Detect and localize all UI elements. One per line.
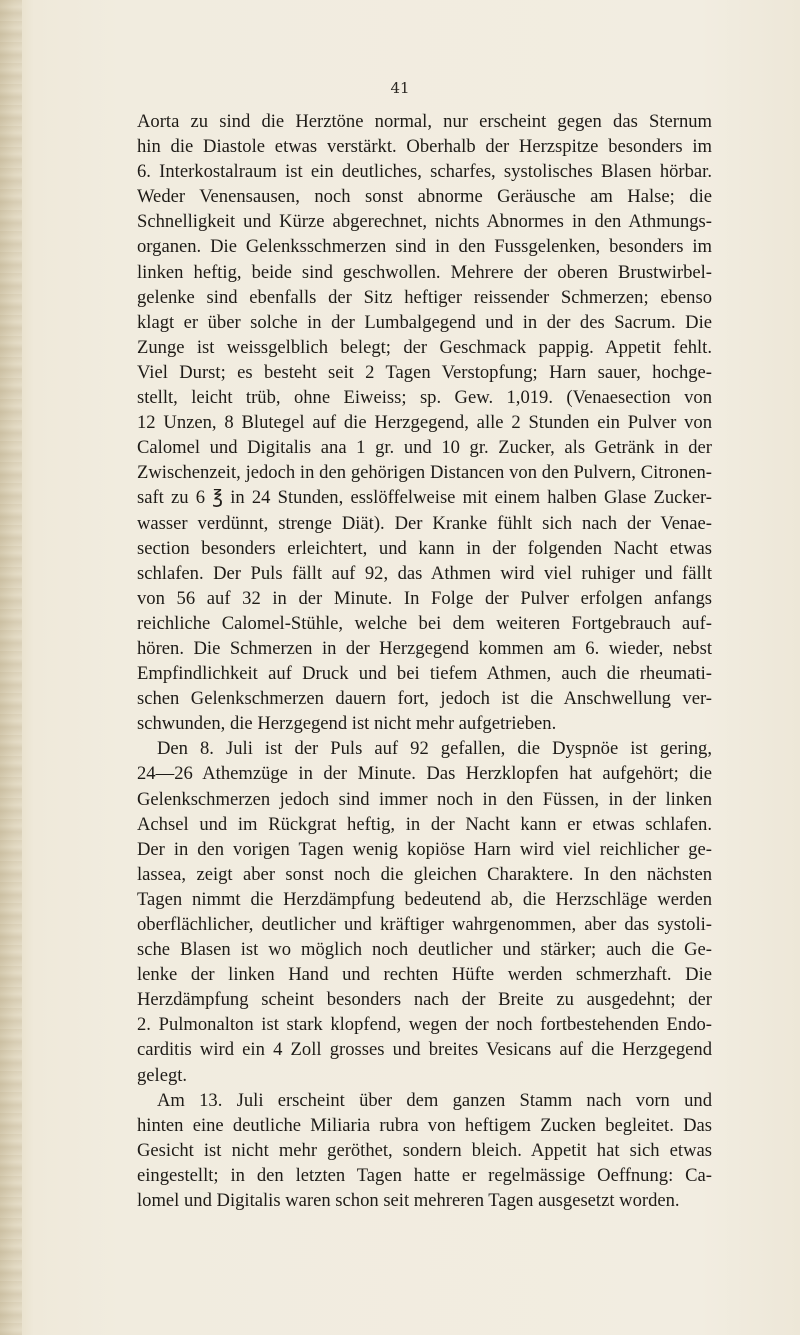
text-line: schlafen. Der Puls fällt auf 92, das Athmen wird viel ruhiger und fällt (137, 562, 712, 584)
text-line: klagt er über solche in der Lumbalgegend und in der des Sacrum. Die (137, 311, 712, 333)
text-line: lomel und Digitalis waren schon seit mehreren Tagen ausgesetzt worden. (137, 1190, 680, 1212)
text-line: hören. Die Schmerzen in der Herzgegend kommen am 6. wieder, nebst (137, 637, 712, 659)
text-line: Weder Venensausen, noch sonst abnorme Geräusche am Halse; die (137, 186, 712, 208)
text-line: Schnelligkeit und Kürze abgerechnet, nichts Abnormes in den Athmungs- (137, 211, 712, 233)
text-line: 24—26 Athemzüge in der Minute. Das Herzklopfen hat aufgehört; die (137, 763, 712, 785)
text-line: sche Blasen ist wo möglich noch deutlicher und stärker; auch die Ge- (137, 939, 712, 961)
text-line: hinten eine deutliche Miliaria rubra von heftigem Zucken begleitet. Das (137, 1114, 712, 1136)
text-line: oberflächlicher, deutlicher und kräftiger wahrgenommen, aber das systoli- (137, 914, 712, 935)
text-line: lenke der linken Hand und rechten Hüfte werden schmerzhaft. Die (137, 964, 712, 986)
text-line: hin die Diastole etwas verstärkt. Oberhalb der Herzspitze besonders im (137, 136, 712, 158)
text-line: Den 8. Juli ist der Puls auf 92 gefallen, die Dyspnöe ist gering, (157, 738, 712, 760)
text-line: carditis wird ein 4 Zoll grosses und breites Vesicans auf die Herzgegend (137, 1039, 712, 1061)
text-line: linken heftig, beide sind geschwollen. Mehrere der oberen Brustwirbel- (137, 261, 712, 283)
text-line: schwunden, die Herzgegend ist nicht mehr aufgetrieben. (137, 713, 557, 735)
text-line: Gesicht ist nicht mehr geröthet, sondern bleich. Appetit hat sich etwas (137, 1139, 712, 1161)
text-line: eingestellt; in den letzten Tagen hatte er regelmässige Oeffnung: Ca- (137, 1164, 712, 1186)
text-line: Calomel und Digitalis ana 1 gr. und 10 gr. Zucker, als Getränk in der (137, 437, 712, 459)
text-line: Viel Durst; es besteht seit 2 Tagen Verstopfung; Harn sauer, hochge- (137, 361, 712, 383)
text-line: 2. Pulmonalton ist stark klopfend, wegen der noch fortbestehenden Endo- (137, 1014, 712, 1036)
text-line: Achsel und im Rückgrat heftig, in der Nacht kann er etwas schlafen. (137, 813, 712, 835)
body-text (137, 109, 712, 1213)
text-line: section besonders erleichtert, und kann in der folgenden Nacht etwas (137, 537, 712, 559)
text-line: von 56 auf 32 in der Minute. In Folge der Pulver erfolgen anfangs (137, 587, 712, 609)
text-line: gelegt. (137, 1064, 188, 1086)
page-number: 41 (390, 79, 410, 97)
text-line: reichliche Calomel-Stühle, welche bei dem weiteren Fortgebrauch auf- (137, 612, 712, 634)
text-line: Gelenkschmerzen jedoch sind immer noch in den Füssen, in der linken (137, 788, 712, 810)
text-line: stellt, leicht trüb, ohne Eiweiss; sp. Gew. 1,019. (Venaesection von (137, 387, 712, 409)
text-line: organen. Die Gelenksschmerzen sind in den Fussgelenken, besonders im (137, 236, 712, 258)
text-line: 12 Unzen, 8 Blutegel auf die Herzgegend, alle 2 Stunden ein Pulver von (137, 412, 712, 434)
text-line: Tagen nimmt die Herzdämpfung bedeutend ab, die Herzschläge werden (137, 888, 712, 910)
text-line: Zwischenzeit, jedoch in den gehörigen Distancen von den Pulvern, Citronen- (137, 462, 712, 484)
text-line: Der in den vorigen Tagen wenig kopiöse Harn wird viel reichlicher ge- (137, 838, 712, 860)
text-line: saft zu 6 ℥ in 24 Stunden, esslöffelweise mit einem halben Glase Zucker- (137, 487, 712, 509)
text-line: gelenke sind ebenfalls der Sitz heftiger reissender Schmerzen; ebenso (137, 286, 712, 308)
text-line: 6. Interkostalraum ist ein deutliches, scharfes, systolisches Blasen hörbar. (137, 161, 712, 183)
text-line: wasser verdünnt, strenge Diät). Der Kranke fühlt sich nach der Venae- (137, 512, 712, 534)
text-line: schen Gelenkschmerzen dauern fort, jedoch ist die Anschwellung ver- (137, 688, 712, 710)
page-edge-stain (0, 0, 22, 1335)
text-line: Zunge ist weissgelblich belegt; der Geschmack pappig. Appetit fehlt. (137, 336, 712, 358)
text-line: Aorta zu sind die Herztöne normal, nur erscheint gegen das Sternum (137, 111, 712, 132)
text-line: Herzdämpfung scheint besonders nach der Breite zu ausgedehnt; der (137, 989, 712, 1011)
text-line: lassea, zeigt aber sonst noch die gleichen Charaktere. In den nächsten (137, 863, 712, 885)
text-line: Empfindlichkeit auf Druck und bei tiefem Athmen, auch die rheumati- (137, 663, 712, 685)
text-line: Am 13. Juli erscheint über dem ganzen Stamm nach vorn und (157, 1089, 712, 1111)
